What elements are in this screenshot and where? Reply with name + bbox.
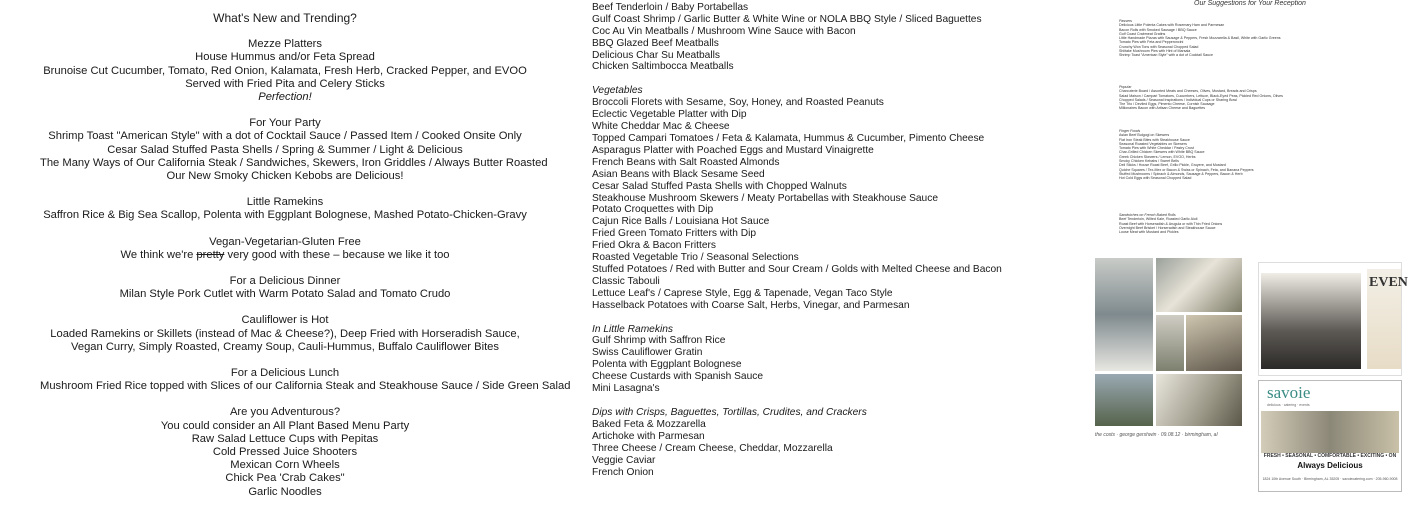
menu-line: Artichoke with Parmesan	[592, 430, 705, 442]
struck-word: pretty	[196, 248, 225, 261]
list-item: Seasonal Roasted Vegetables on Skewers	[1119, 141, 1187, 146]
finger-foods-list	[1119, 126, 1334, 181]
menu-line: Polenta with Eggplant Bolognese	[592, 359, 742, 371]
menu-line: Delicious Char Su Meatballs	[592, 49, 720, 61]
section-heading: Dips with Crisps, Baguettes, Tortillas, Crudites, and Crackers	[592, 407, 867, 418]
menu-line: White Cheddar Mac & Cheese	[592, 121, 730, 133]
list-item: Charcuterie Board / Assorted Meats and Cheeses, Olives, Mustard, Breads and Crisps	[1119, 89, 1257, 94]
menu-line: Classic Tabouli	[592, 275, 660, 287]
menu-line: French Beans with Salt Roasted Almonds	[592, 156, 780, 168]
event-ad	[1258, 262, 1408, 376]
menu-text: We think we're	[120, 248, 194, 261]
section-heading: Are you Adventurous?	[229, 406, 341, 419]
savoie-ad	[1258, 380, 1402, 492]
list-item: Bacon Rolls with Smoked Sausage / BBQ Sauce	[1119, 27, 1197, 32]
menu-line: Brunoise Cut Cucumber, Tomato, Red Onion, Kalamata, Fresh Herb, Cracked Pepper, and EVOO	[43, 64, 527, 77]
vegetables-section	[592, 85, 1012, 311]
event-photo	[1261, 273, 1361, 369]
list-heading: Passers	[1119, 19, 1132, 23]
sandwiches-list	[1119, 210, 1334, 234]
ad-photo-strip	[1261, 411, 1399, 453]
menu-line: Cajun Rice Balls / Louisiana Hot Sauce	[592, 216, 770, 228]
passers-list	[1119, 16, 1334, 58]
event-word: EVEN	[1369, 275, 1408, 290]
list-item: Loose Meat with Mustard and Pickles	[1119, 230, 1179, 235]
list-item: The Trio / Deviled Eggs, Pimento Cheese, Cornish Sausage	[1119, 102, 1215, 107]
menu-line: Stuffed Potatoes / Red with Butter and Sour Cream / Golds with Melted Cheese and Bacon	[592, 263, 1002, 275]
menu-line: Garlic Noodles	[248, 485, 322, 498]
list-heading: Sandwiches on French Baked Rolls	[1119, 213, 1176, 217]
plant-based-section	[40, 406, 530, 498]
section-heading: Vegan-Vegetarian-Gluten Free	[209, 235, 361, 248]
section-heading: Cauliflower is Hot	[241, 314, 329, 327]
left-column	[40, 11, 571, 512]
list-heading: Popular	[1119, 85, 1132, 89]
logo-subtitle: delicious · catering · events	[1267, 403, 1310, 407]
list-item: Tomato Pies with Feta and Pepperoncini	[1119, 40, 1184, 45]
wedding-photo	[1156, 315, 1184, 371]
menu-line: Gulf Coast Shrimp / Garlic Butter & White Wine or NOLA BBQ Style / Sliced Baguettes	[592, 13, 982, 25]
wedding-photo	[1156, 258, 1242, 312]
list-item: Deli Sticks / House Roast Beef, Grillo Pickle, Gruyere, and Mustard	[1119, 163, 1226, 168]
menu-line: Chick Pea 'Crab Cakes"	[225, 472, 345, 485]
menu-line: Lettuce Leaf's / Caprese Style, Egg & Tapenade, Vegan Taco Style	[592, 287, 893, 299]
menu-text: very good with these – because we like it too	[227, 248, 450, 261]
dips-section	[592, 407, 1012, 478]
list-item: Overnight Beef Brisket / Horseradish and Steakhouse Sauce	[1119, 225, 1216, 230]
list-item: Millionaires Bacon with Artisan Cheese and Baguettes	[1119, 106, 1206, 111]
savoie-logo: savoie	[1267, 383, 1311, 402]
menu-line: French Onion	[592, 466, 654, 478]
reception-title: Our Suggestions for Your Reception	[1194, 0, 1306, 7]
list-item: Shiitake Mushroom Pies with Hint of Marsala	[1119, 49, 1191, 54]
list-item: Shrimp Toast "American Style" with a dot of Cocktail Sauce	[1119, 53, 1213, 58]
ad-slogan: Always Delicious	[1297, 461, 1363, 470]
section-heading: For a Delicious Lunch	[230, 367, 340, 380]
list-item: Asian Beef Bulgogi on Skewers	[1119, 133, 1170, 138]
wedding-photo	[1186, 315, 1242, 371]
trending-section	[40, 12, 530, 25]
menu-line: Mushroom Fried Rice topped with Slices of our California Steak and Steakhouse Sauce / Side Green Salad	[40, 380, 571, 393]
list-item: Greek Chicken Skewers / Lemon, EVOO, Herbs	[1119, 154, 1196, 159]
section-heading: Mezze Platters	[248, 38, 322, 51]
section-heading: For a Delicious Dinner	[229, 275, 341, 288]
wedding-photo	[1095, 258, 1153, 371]
party-section	[40, 117, 548, 183]
menu-line: Cesar Salad Stuffed Pasta Shells / Spring & Summer / Light & Delicious	[107, 143, 463, 156]
menu-line: Coc Au Vin Meatballs / Mushroom Wine Sauce with Bacon	[592, 25, 856, 37]
menu-line: Saffron Rice & Big Sea Scallop, Polenta with Eggplant Bolognese, Mashed Potato-Chicken-Gravy	[43, 209, 527, 222]
menu-line: Swiss Cauliflower Gratin	[592, 347, 703, 359]
menu-line: Topped Campari Tomatoes / Feta & Kalamata, Hummus & Cucumber, Pimento Cheese	[592, 132, 985, 144]
cauliflower-section	[40, 314, 530, 354]
list-item: Smoky Chicken Kebabs / Sweet Bells	[1119, 159, 1179, 164]
menu-line: Vegan Curry, Simply Roasted, Creamy Soup, Cauli-Hummus, Buffalo Cauliflower Bites	[71, 340, 499, 353]
list-item: Stuffed Mushrooms / Spinach & Almonds, Sausage & Peppers, Bacon & Herb	[1119, 171, 1243, 176]
list-item: Beef Tenderloin, Wilted Kale, Roasted Garlic Aioli	[1119, 217, 1198, 222]
menu-line: Asparagus Platter with Poached Eggs and Mustard Vinaigrette	[592, 144, 874, 156]
menu-line: Beef Tenderloin / Baby Portabellas	[592, 1, 749, 13]
list-item: Tomato Pies with White Cheddar / Pastry Crust	[1119, 146, 1194, 151]
ramekins-section	[40, 196, 530, 222]
menu-line: Broccoli Florets with Sesame, Soy, Honey, and Roasted Peanuts	[592, 97, 884, 109]
menu-line: Three Cheese / Cream Cheese, Cheddar, Mozzarella	[592, 442, 833, 454]
menu-line: Hasselback Potatoes with Coarse Salt, Herbs, Vinegar, and Parmesan	[592, 299, 910, 311]
menu-line: Chicken Saltimbocca Meatballs	[592, 61, 734, 73]
list-item: Quiche Squares / Tex-Mex or Bacon & Swiss or Spinach, Feta, and Banana Peppers	[1119, 167, 1254, 172]
ad-address: 1824 10th Avenue South · Birmingham, AL 35205 · savoiecatering.com · 205-960-9008	[1262, 477, 1398, 481]
menu-line: House Hummus and/or Feta Spread	[195, 51, 375, 64]
menu-line: Raw Salad Lettuce Cups with Pepitas	[191, 432, 379, 445]
ad-tagline: FRESH • SEASONAL • COMFORTABLE • EXCITING • ON	[1263, 453, 1397, 459]
list-heading: Finger Foods	[1119, 129, 1141, 133]
meats-section	[592, 0, 1012, 73]
wedding-photo	[1156, 374, 1242, 426]
menu-line: Roasted Vegetable Trio / Seasonal Selections	[592, 252, 799, 264]
section-heading: In Little Ramekins	[592, 323, 673, 335]
popular-list	[1119, 82, 1334, 111]
menu-line: BBQ Glazed Beef Meatballs	[592, 37, 719, 49]
menu-line: Steakhouse Mushroom Skewers / Meaty Portabellas with Steakhouse Sauce	[592, 192, 938, 204]
list-item: Hot Cold Eggs with Seasonal Chopped Salad	[1119, 176, 1192, 181]
mezze-section	[40, 38, 530, 104]
menu-line: Milan Style Pork Cutlet with Warm Potato Salad and Tomato Crudo	[119, 288, 451, 301]
menu-line: Served with Fried Pita and Celery Sticks	[185, 77, 385, 90]
menu-line	[40, 249, 530, 262]
right-column	[1090, 0, 1408, 500]
menu-line: Fried Okra & Bacon Fritters	[592, 240, 716, 252]
menu-line: Eclectic Vegetable Platter with Dip	[592, 109, 747, 121]
list-item: Chopped Salads / Seasonal Inspirations / Individual Cups or Sharing Bowl	[1119, 97, 1237, 102]
list-item: Salad Maison / Campari Tomatoes, Cucumbers, Lettuce, Black-Eyed Peas, Pickled Red Onions, Olives	[1119, 93, 1283, 98]
vegan-section	[40, 236, 530, 262]
menu-line: Potato Croquettes with Dip	[592, 204, 714, 216]
section-heading: What's New and Trending?	[213, 11, 357, 25]
list-item: Crunchy Won Tons with Seasonal Chopped Salad	[1119, 44, 1199, 49]
section-heading: For Your Party	[249, 117, 321, 130]
list-item: Gulf Coast Crabmeat Gratins	[1119, 31, 1166, 36]
menu-line: Baked Feta & Mozzarella	[592, 418, 706, 430]
list-item: Flat Iron Steak Bites with Steakhouse Sauce	[1119, 137, 1190, 142]
list-item: Delicious Little Polenta Cakes with Rosemary Ham and Parmesan	[1119, 23, 1225, 28]
menu-line: Mini Lasagna's	[592, 383, 660, 395]
middle-column	[592, 0, 1012, 490]
menu-line: The Many Ways of Our California Steak / Sandwiches, Skewers, Iron Griddles / Always Butter Roasted	[40, 156, 548, 169]
lunch-section	[40, 367, 571, 393]
menu-tagline: Perfection!	[258, 91, 312, 104]
menu-line: You could consider an All Plant Based Menu Party	[160, 419, 410, 432]
section-heading: Little Ramekins	[246, 196, 324, 209]
menu-line: Asian Beans with Black Sesame Seed	[592, 168, 765, 180]
dinner-section	[40, 275, 530, 301]
menu-line: Cold Pressed Juice Shooters	[212, 446, 358, 459]
list-item: Roast Beef with Horseradish & Arugula or with Thin Fried Onions	[1119, 221, 1223, 226]
little-ramekins-section	[592, 324, 1012, 395]
program-note: the costs · george gershwin · 09.08.12 · birmingham, al	[1095, 432, 1218, 438]
menu-line: Cesar Salad Stuffed Pasta Shells with Chopped Walnuts	[592, 180, 847, 192]
menu-line: Cheese Custards with Spanish Sauce	[592, 371, 764, 383]
menu-line: Loaded Ramekins or Skillets (instead of Mac & Cheese?), Deep Fried with Horseradish Sauce,	[50, 327, 520, 340]
list-item: Little Handmade Pizzas with Sausage & Peppers, Fresh Mozzarella & Basil, White with Garlic Greens	[1119, 36, 1281, 41]
wedding-photo	[1095, 374, 1153, 426]
menu-line: Mexican Corn Wheels	[230, 459, 340, 472]
menu-line: Gulf Shrimp with Saffron Rice	[592, 335, 726, 347]
list-item: Char-Grilled Chicken Skewers with White BBQ Sauce	[1119, 150, 1205, 155]
section-heading: Vegetables	[592, 85, 643, 97]
menu-line: Our New Smoky Chicken Kebobs are Delicious!	[166, 170, 404, 183]
menu-line: Shrimp Toast "American Style" with a dot of Cocktail Sauce / Passed Item / Cooked Onsite Only	[48, 130, 522, 143]
menu-line: Veggie Caviar	[592, 454, 656, 466]
menu-line: Fried Green Tomato Fritters with Dip	[592, 228, 756, 240]
